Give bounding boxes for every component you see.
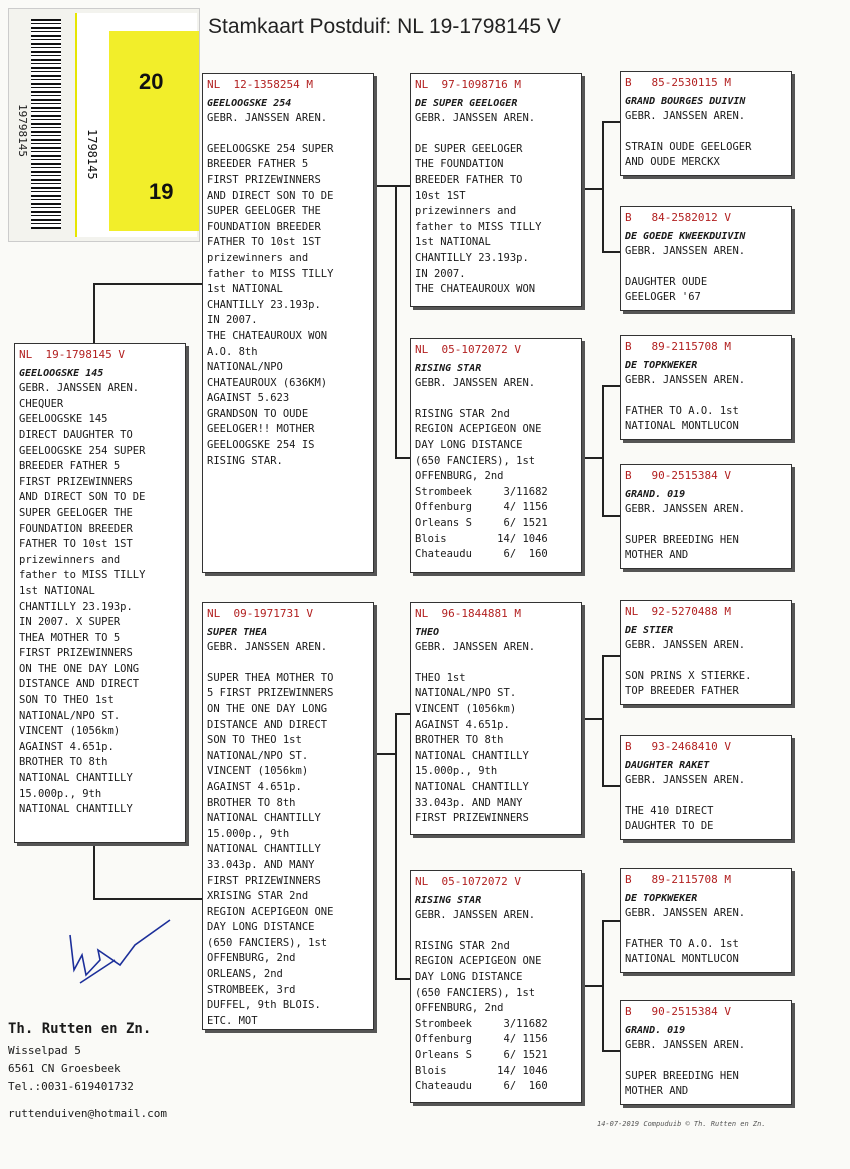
pedigree-card-mfm bbox=[620, 735, 792, 840]
description: SON PRINS X STIERKE. TOP BREEDER FATHER bbox=[625, 669, 752, 698]
pedigree-card-mother-father bbox=[410, 602, 582, 835]
pigeon-name: GRAND BOURGES DUIVIN bbox=[625, 95, 746, 107]
pedigree-card-mmm bbox=[620, 1000, 792, 1105]
ring-number: NL 05-1072072 V bbox=[415, 875, 521, 888]
barcode bbox=[31, 19, 61, 229]
description: FATHER TO A.O. 1st NATIONAL MONTLUCON bbox=[625, 937, 739, 966]
owner: GEBR. JANSSEN AREN. bbox=[207, 112, 328, 125]
breeder-phone: Tel.:0031-619401732 bbox=[8, 1080, 134, 1093]
pedigree-card-subject bbox=[14, 343, 186, 843]
sticker-side-number: 19798145 bbox=[16, 104, 29, 157]
pedigree-card-mff bbox=[620, 600, 792, 705]
owner: GEBR. JANSSEN AREN. bbox=[625, 907, 746, 920]
ring-number: B 84-2582012 V bbox=[625, 211, 731, 224]
sticker-year-right: 19 bbox=[149, 179, 174, 204]
connector bbox=[602, 655, 604, 785]
pigeon-name: GEELOOGSKE 254 bbox=[207, 97, 292, 109]
connector bbox=[93, 898, 203, 900]
connector bbox=[602, 515, 620, 517]
description: RISING STAR 2nd REGION ACEPIGEON ONE DAY LONG DISTANCE (650 FANCIERS), 1st OFFENBURG, 2nd Strombeek 3/11682 Offenburg 4/ 1156 Orleans S 6/ 1521 Blois 14/ 1046 Chateaudu 6/ 160 bbox=[415, 939, 548, 1093]
ring-number: B 85-2530115 M bbox=[625, 76, 731, 89]
owner: GEBR. JANSSEN AREN. bbox=[415, 641, 536, 654]
breeder-info bbox=[8, 1020, 151, 1096]
pigeon-name: THEO bbox=[415, 626, 440, 638]
connector bbox=[602, 251, 620, 253]
owner: GEBR. JANSSEN AREN. bbox=[625, 1039, 746, 1052]
pigeon-name: GEELOOGSKE 145 bbox=[19, 367, 104, 379]
ring-number: B 90-2515384 V bbox=[625, 469, 731, 482]
connector bbox=[582, 718, 602, 720]
pedigree-card-fff bbox=[620, 71, 792, 176]
description: DAUGHTER OUDE GEELOGER '67 bbox=[625, 275, 708, 304]
owner: GEBR. JANSSEN AREN. bbox=[415, 909, 536, 922]
breeder-address: Wisselpad 5 bbox=[8, 1044, 81, 1057]
pedigree-card-father-mother bbox=[410, 338, 582, 573]
pigeon-name: DE STIER bbox=[625, 624, 674, 636]
ring-number: B 90-2515384 V bbox=[625, 1005, 731, 1018]
connector bbox=[395, 185, 397, 457]
ring-number: B 89-2115708 M bbox=[625, 340, 731, 353]
page-title: Stamkaart Postduif: NL 19-1798145 V bbox=[208, 15, 561, 38]
description: SUPER BREEDING HEN MOTHER AND bbox=[625, 1069, 739, 1098]
ring-number: NL 19-1798145 V bbox=[19, 348, 125, 361]
description: FATHER TO A.O. 1st NATIONAL MONTLUCON bbox=[625, 404, 739, 433]
pedigree-card-mother bbox=[202, 602, 374, 1030]
connector bbox=[93, 283, 203, 285]
sticker-ring-number: 1798145 bbox=[85, 129, 99, 180]
owner: GEBR. JANSSEN AREN. bbox=[625, 639, 746, 652]
connector bbox=[602, 121, 604, 251]
owner: GEBR. JANSSEN AREN. bbox=[207, 641, 328, 654]
pedigree-card-fmm bbox=[620, 464, 792, 569]
pedigree-card-mmf bbox=[620, 868, 792, 973]
pedigree-card-fmf bbox=[620, 335, 792, 440]
ring-number: NL 97-1098716 M bbox=[415, 78, 521, 91]
ring-sticker bbox=[8, 8, 200, 242]
connector bbox=[602, 655, 620, 657]
ring-number: NL 09-1971731 V bbox=[207, 607, 313, 620]
pedigree-card-ffm bbox=[620, 206, 792, 311]
owner: GEBR. JANSSEN AREN. bbox=[625, 374, 746, 387]
description: CHEQUER GEELOOGSKE 145 DIRECT DAUGHTER TO GEELOOGSKE 254 SUPER BREEDER FATHER 5 FIRST PRIZEWINNERS AND DIRECT SON TO DE SUPER GEELOGER THE FOUNDATION BREEDER FATHER TO 10st 1ST prizewinners and father to MISS TILLY 1st NATIONAL CHANTILLY 23.193p. IN 2007. X SUPER THEA MOTHER TO 5 FIRST PRIZEWINNERS ON THE ONE DAY LONG DISTANCE AND DIRECT SON TO THEO 1st NATIONAL/NPO ST. VINCENT (1056km) AGAINST 4.651p. BROTHER TO 8th NATIONAL CHANTILLY 15.000p., 9th NATIONAL CHANTILLY bbox=[19, 397, 146, 816]
connector bbox=[602, 121, 620, 123]
owner: GEBR. JANSSEN AREN. bbox=[415, 112, 536, 125]
ring-number: NL 12-1358254 M bbox=[207, 78, 313, 91]
pigeon-name: DE TOPKWEKER bbox=[625, 359, 698, 371]
connector bbox=[374, 753, 395, 755]
connector bbox=[582, 985, 602, 987]
connector bbox=[582, 457, 602, 459]
owner: GEBR. JANSSEN AREN. bbox=[415, 377, 536, 390]
description: SUPER THEA MOTHER TO 5 FIRST PRIZEWINNERS ON THE ONE DAY LONG DISTANCE AND DIRECT SON TO THEO 1st NATIONAL/NPO ST. VINCENT (1056km) AGAINST 4.651p. BROTHER TO 8th NATIONAL CHANTILLY 15.000p., 9th NATIONAL CHANTILLY 33.043p. AND MANY FIRST PRIZEWINNERS XRISING STAR 2nd REGION ACEPIGEON ONE DAY LONG DISTANCE (650 FANCIERS), 1st OFFENBURG, 2nd ORLEANS, 2nd STROMBEEK, 3rd DUFFEL, 9th BLOIS. ETC. MOT bbox=[207, 671, 334, 1027]
pigeon-name: SUPER THEA bbox=[207, 626, 268, 638]
connector bbox=[395, 713, 397, 978]
owner: GEBR. JANSSEN AREN. bbox=[625, 245, 746, 258]
connector bbox=[602, 385, 620, 387]
connector bbox=[602, 920, 604, 1050]
description: GEELOOGSKE 254 SUPER BREEDER FATHER 5 FIRST PRIZEWINNERS AND DIRECT SON TO DE SUPER GEELOGER THE FOUNDATION BREEDER FATHER TO 10st 1ST prizewinners and father to MISS TILLY 1st NATIONAL CHANTILLY 23.193p. IN 2007. THE CHATEAUROUX WON A.O. 8th NATIONAL/NPO CHATEAUROUX (636KM) AGAINST 5.623 GRANDSON TO OUDE GEELOGER!! MOTHER GEELOOGSKE 254 IS RISING STAR. bbox=[207, 142, 334, 467]
breeder-email[interactable]: ruttenduiven@hotmail.com bbox=[8, 1107, 167, 1120]
signature bbox=[60, 915, 175, 990]
pigeon-name: DAUGHTER RAKET bbox=[625, 759, 710, 771]
connector bbox=[602, 385, 604, 515]
sticker-year-left: 20 bbox=[139, 69, 164, 94]
breeder-name: Th. Rutten en Zn. bbox=[8, 1021, 152, 1037]
description: SUPER BREEDING HEN MOTHER AND bbox=[625, 533, 739, 562]
owner: GEBR. JANSSEN AREN. bbox=[625, 774, 746, 787]
connector bbox=[374, 185, 395, 187]
connector bbox=[602, 785, 620, 787]
pigeon-name: DE TOPKWEKER bbox=[625, 892, 698, 904]
pedigree-card-mother-mother bbox=[410, 870, 582, 1103]
pedigree-card-father bbox=[202, 73, 374, 573]
connector bbox=[602, 1050, 620, 1052]
connector bbox=[582, 188, 602, 190]
description: DE SUPER GEELOGER THE FOUNDATION BREEDER FATHER TO 10st 1ST prizewinners and father to MISS TILLY 1st NATIONAL CHANTILLY 23.193p. IN 2007. THE CHATEAUROUX WON bbox=[415, 142, 542, 296]
description: RISING STAR 2nd REGION ACEPIGEON ONE DAY LONG DISTANCE (650 FANCIERS), 1st OFFENBURG, 2nd Strombeek 3/11682 Offenburg 4/ 1156 Orleans S 6/ 1521 Blois 14/ 1046 Chateaudu 6/ 160 bbox=[415, 407, 548, 561]
description: STRAIN OUDE GEELOGER AND OUDE MERCKX bbox=[625, 140, 752, 169]
ring-number: B 93-2468410 V bbox=[625, 740, 731, 753]
footer-credit: 14-07-2019 Compuduib © Th. Rutten en Zn. bbox=[597, 1120, 766, 1128]
owner: GEBR. JANSSEN AREN. bbox=[19, 382, 140, 395]
connector bbox=[93, 845, 95, 900]
connector bbox=[602, 920, 620, 922]
ring-number: NL 92-5270488 M bbox=[625, 605, 731, 618]
pigeon-name: RISING STAR bbox=[415, 362, 482, 374]
pigeon-name: DE GOEDE KWEEKDUIVIN bbox=[625, 230, 746, 242]
ring-number: NL 96-1844881 M bbox=[415, 607, 521, 620]
ring-number: B 89-2115708 M bbox=[625, 873, 731, 886]
breeder-city: 6561 CN Groesbeek bbox=[8, 1062, 121, 1075]
pigeon-name: RISING STAR bbox=[415, 894, 482, 906]
description: THEO 1st NATIONAL/NPO ST. VINCENT (1056km) AGAINST 4.651p. BROTHER TO 8th NATIONAL CHANTILLY 15.000p., 9th NATIONAL CHANTILLY 33.043p. AND MANY FIRST PRIZEWINNERS bbox=[415, 671, 529, 825]
pigeon-name: GRAND. 019 bbox=[625, 488, 686, 500]
pigeon-name: DE SUPER GEELOGER bbox=[415, 97, 518, 109]
pedigree-card-father-father bbox=[410, 73, 582, 307]
owner: GEBR. JANSSEN AREN. bbox=[625, 110, 746, 123]
description: THE 410 DIRECT DAUGHTER TO DE bbox=[625, 804, 714, 833]
owner: GEBR. JANSSEN AREN. bbox=[625, 503, 746, 516]
ring-number: NL 05-1072072 V bbox=[415, 343, 521, 356]
pigeon-name: GRAND. 019 bbox=[625, 1024, 686, 1036]
connector bbox=[93, 283, 95, 345]
